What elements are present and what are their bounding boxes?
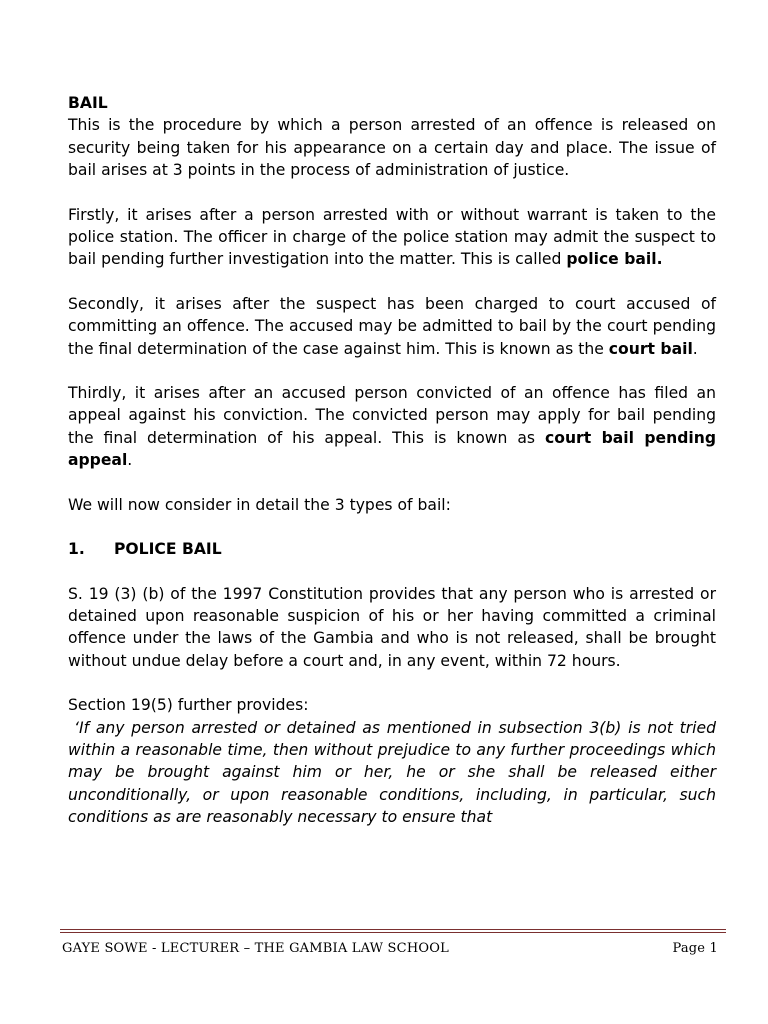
paragraph-end: . — [127, 451, 133, 470]
section-title: POLICE BAIL — [114, 540, 222, 559]
constitution-paragraph: S. 19 (3) (b) of the 1997 Constitution provides that any person who is arrested or detained upon reasonable suspicion of his or her having committed a criminal offence under the laws of the Gambia and who is not released, shall be brought without undue delay before a court and, in any event, within 72 hours. — [68, 584, 716, 670]
section-number: 1. — [68, 540, 85, 559]
paragraph-text: Firstly, it arises after a person arrested with or without warrant is taken to the police station. The officer in charge of the police station may admit the suspect to bail pending further investigation into the matter. This is called — [68, 205, 716, 269]
types-intro-paragraph: We will now consider in detail the 3 types of bail: — [68, 495, 451, 514]
footer-divider — [60, 929, 726, 933]
section-heading — [68, 538, 716, 560]
footer-author: GAYE SOWE - LECTURER – THE GAMBIA LAW SCHOOL — [62, 941, 449, 956]
paragraph-text: Secondly, it arises after the suspect has been charged to court accused of committing an offence. The accused may be admitted to bail by the court pending the final determination of the case against him. This is known as the — [68, 294, 716, 358]
police-bail-paragraph — [68, 204, 716, 271]
page-number: Page 1 — [672, 941, 718, 956]
paragraph-end: . — [692, 339, 698, 358]
bold-term: court bail pending appeal — [68, 428, 716, 470]
bold-term: court bail — [608, 339, 693, 358]
paragraph-text: Thirdly, it arises after an accused person convicted of an offence has filed an appeal against his conviction. The convicted person may apply for bail pending the final determination of his appeal. This is known as — [68, 384, 716, 447]
document-title: BAIL — [68, 94, 108, 112]
court-bail-paragraph — [68, 293, 716, 360]
quoted-provision: ‘If any person arrested or detained as mentioned in subsection 3(b) is not tried within a reasonable time, then without prejudice to any further proceedings which may be brought against him or her, he or she shall be released either unconditionally, or upon reasonable conditions, including, in particular, such conditions as are reasonably necessary to ensure that — [68, 718, 716, 827]
bold-term: police bail. — [566, 250, 663, 269]
intro-paragraph: This is the procedure by which a person arrested of an offence is released on security being taken for his appearance on a certain day and place. The issue of bail arises at 3 points in the process of administration of justice. — [68, 116, 716, 180]
appeal-bail-paragraph — [68, 382, 716, 472]
document-body — [68, 92, 716, 829]
section-provides-paragraph: Section 19(5) further provides: — [68, 696, 309, 715]
